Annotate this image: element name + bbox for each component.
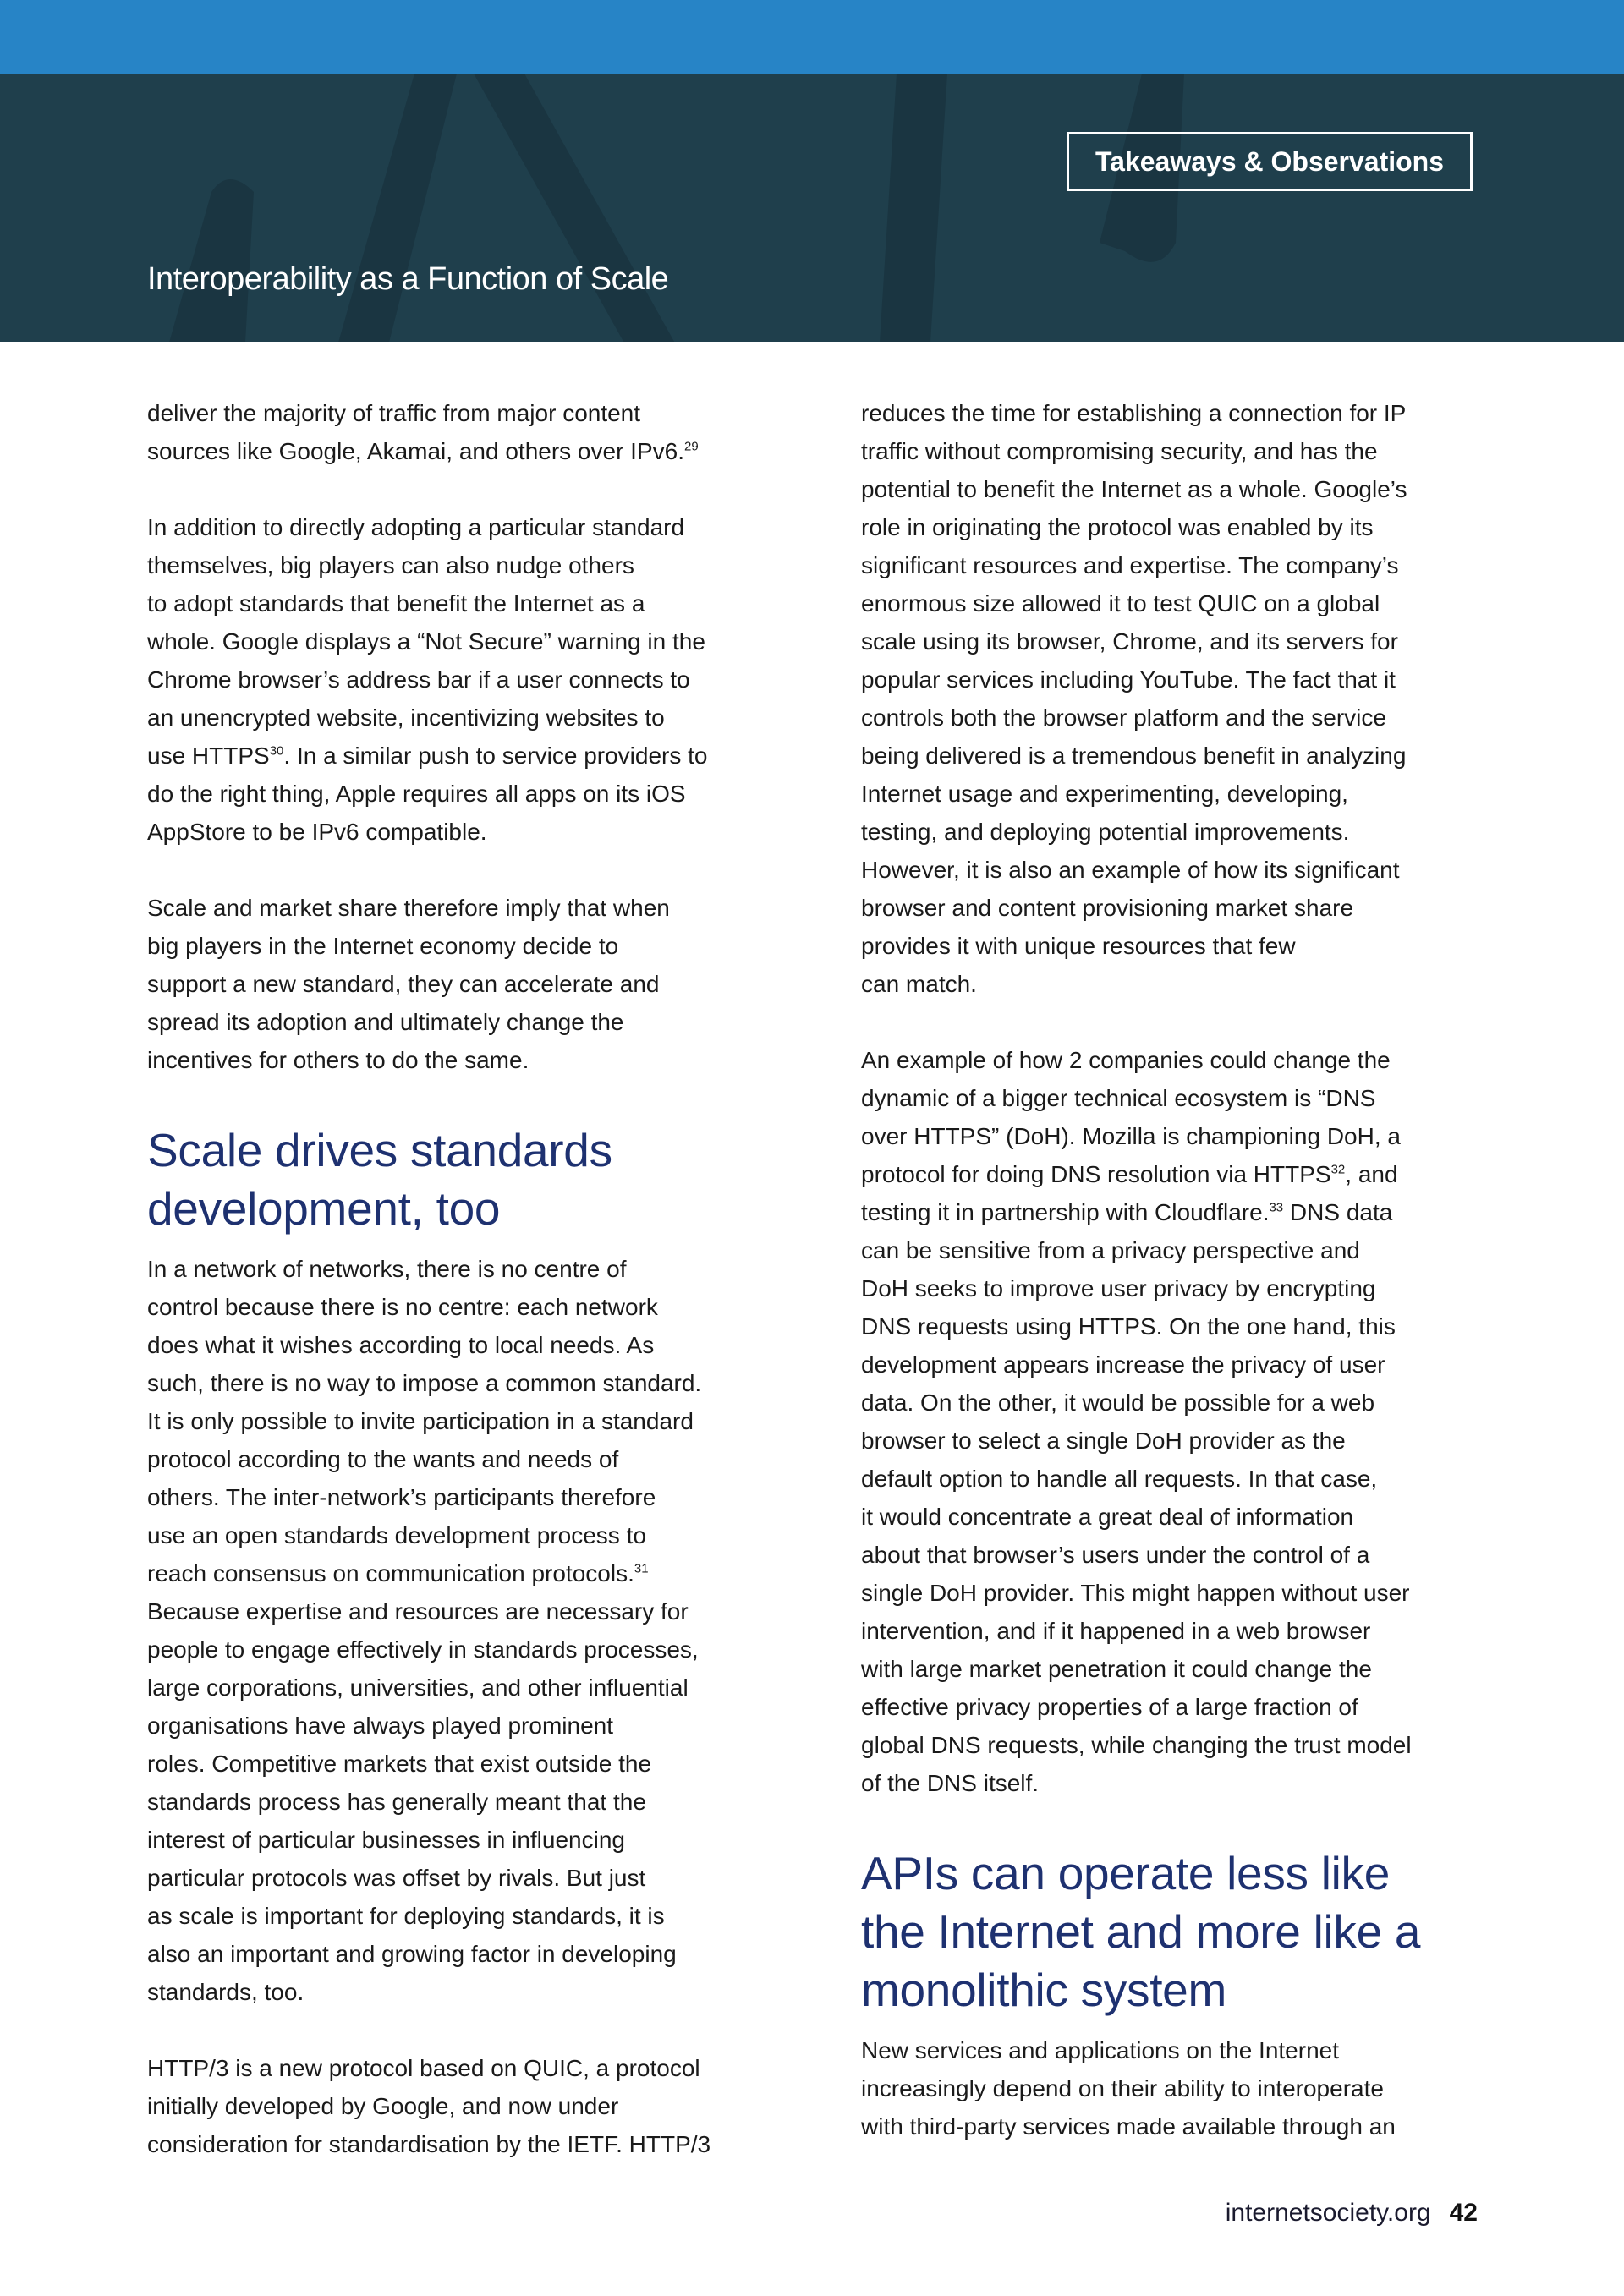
line-text: global DNS requests, while changing the trust model (861, 1732, 1412, 1758)
line-text: to adopt standards that benefit the Internet as a (147, 590, 645, 616)
line-text: themselves, big players can also nudge others (147, 552, 634, 578)
text-line (147, 1783, 790, 1821)
text-line (147, 546, 790, 584)
line-text: significant resources and expertise. The company’s (861, 552, 1399, 578)
line-text: initially developed by Google, and now under (147, 2093, 619, 2119)
text-line (147, 1402, 790, 1440)
text-line (147, 1003, 790, 1041)
text-line (861, 508, 1504, 546)
line-text: data. On the other, it would be possible for a web (861, 1389, 1375, 1416)
line-text: DNS requests using HTTPS. On the one hand, this (861, 1313, 1396, 1340)
line-text: over HTTPS” (DoH). Mozilla is championing DoH, a (861, 1123, 1401, 1149)
line-text: controls both the browser platform and the service (861, 704, 1386, 731)
line-text: support a new standard, they can accelerate and (147, 971, 660, 997)
right-column (861, 394, 1504, 2184)
text-line (147, 1859, 790, 1897)
paragraph (147, 2049, 790, 2163)
text-line (147, 1973, 790, 2011)
text-line (861, 470, 1504, 508)
line-text: potential to benefit the Internet as a whole. Google’s (861, 476, 1407, 502)
text-line (147, 1897, 790, 1935)
text-line (861, 1155, 1504, 1193)
section-heading (861, 1844, 1504, 2019)
line-text: DoH seeks to improve user privacy by encrypting (861, 1275, 1376, 1301)
paragraph (861, 394, 1504, 1003)
text-line (147, 1745, 790, 1783)
text-line (147, 1707, 790, 1745)
line-text: people to engage effectively in standards processes, (147, 1636, 699, 1663)
text-line (861, 775, 1504, 813)
text-line (147, 737, 790, 775)
line-text: increasingly depend on their ability to interoperate (861, 2075, 1384, 2101)
paragraph (147, 889, 790, 1079)
line-text: However, it is also an example of how its significant (861, 857, 1400, 883)
line-text: standards, too. (147, 1979, 304, 2005)
line-text: about that browser’s users under the control of a (861, 1542, 1370, 1568)
line-text: Scale and market share therefore imply that when (147, 895, 670, 921)
line-text: use an open standards development process to (147, 1522, 646, 1548)
line-text: large corporations, universities, and other influential (147, 1674, 689, 1701)
text-line (861, 1688, 1504, 1726)
text-line (147, 660, 790, 699)
text-line (147, 1630, 790, 1669)
line-text: testing, and deploying potential improvements. (861, 819, 1350, 845)
text-line (147, 432, 790, 470)
top-color-bar (0, 0, 1624, 74)
text-line (861, 1193, 1504, 1231)
footnote-ref: 33 (1269, 1200, 1284, 1215)
line-text: Chrome browser’s address bar if a user connects to (147, 666, 690, 693)
text-line (147, 1326, 790, 1364)
line-text: do the right thing, Apple requires all apps on its iOS (147, 781, 686, 807)
text-line (861, 813, 1504, 851)
text-line (861, 1345, 1504, 1384)
line-text-after: DNS data (1283, 1199, 1393, 1225)
text-line (861, 1574, 1504, 1612)
line-text: an unencrypted website, incentivizing websites to (147, 704, 665, 731)
line-text: browser and content provisioning market share (861, 895, 1354, 921)
text-line (861, 1460, 1504, 1498)
paragraph (147, 394, 790, 470)
section-banner (0, 74, 1624, 342)
text-line (861, 1726, 1504, 1764)
text-line (861, 1117, 1504, 1155)
line-text: big players in the Internet economy decide to (147, 933, 619, 959)
text-line (861, 1079, 1504, 1117)
line-text: Because expertise and resources are necessary for (147, 1598, 689, 1625)
line-text: enormous size allowed it to test QUIC on a global (861, 590, 1380, 616)
text-line (861, 1269, 1504, 1307)
text-line (861, 622, 1504, 660)
line-text: use HTTPS (147, 743, 270, 769)
text-line (147, 699, 790, 737)
line-text: In a network of networks, there is no centre of (147, 1256, 627, 1282)
line-text: AppStore to be IPv6 compatible. (147, 819, 487, 845)
text-line (147, 927, 790, 965)
text-line (861, 432, 1504, 470)
text-line (861, 2031, 1504, 2069)
text-line (861, 699, 1504, 737)
line-text: can match. (861, 971, 977, 997)
text-line (861, 394, 1504, 432)
line-text: also an important and growing factor in developing (147, 1941, 677, 1967)
paragraph (147, 1250, 790, 2011)
text-line (147, 508, 790, 546)
text-line (147, 584, 790, 622)
heading-line: Scale drives standards (147, 1124, 612, 1176)
line-text: Internet usage and experimenting, developing, (861, 781, 1348, 807)
line-text: It is only possible to invite participation in a standard (147, 1408, 694, 1434)
line-text-after: , and (1345, 1161, 1398, 1187)
text-line (861, 1041, 1504, 1079)
line-text: dynamic of a bigger technical ecosystem is “DNS (861, 1085, 1376, 1111)
text-line (861, 2107, 1504, 2145)
text-line (147, 1250, 790, 1288)
line-text: standards process has generally meant that the (147, 1789, 646, 1815)
line-text: others. The inter-network’s participants therefore (147, 1484, 656, 1510)
line-text: An example of how 2 companies could change the (861, 1047, 1391, 1073)
line-text: consideration for standardisation by the IETF. HTTP/3 (147, 2131, 711, 2157)
text-line (861, 1498, 1504, 1536)
line-text: with large market penetration it could change the (861, 1656, 1372, 1682)
text-line (147, 394, 790, 432)
text-line (147, 1935, 790, 1973)
takeaways-tag-label: Takeaways & Observations (1095, 145, 1445, 177)
line-text: control because there is no centre: each network (147, 1294, 658, 1320)
line-text: whole. Google displays a “Not Secure” warning in the (147, 628, 705, 655)
text-line (147, 1669, 790, 1707)
line-text: it would concentrate a great deal of information (861, 1504, 1354, 1530)
line-text: popular services including YouTube. The fact that it (861, 666, 1396, 693)
text-line (861, 927, 1504, 965)
line-text: spread its adoption and ultimately change the (147, 1009, 624, 1035)
section-title: Interoperability as a Function of Scale (147, 261, 669, 297)
banner-logo-watermark (0, 74, 1624, 342)
text-line (861, 1612, 1504, 1650)
line-text: protocol for doing DNS resolution via HTTPS (861, 1161, 1331, 1187)
line-text: being delivered is a tremendous benefit in analyzing (861, 743, 1407, 769)
text-line (147, 2087, 790, 2125)
text-line (861, 737, 1504, 775)
text-line (147, 813, 790, 851)
text-line (861, 1422, 1504, 1460)
text-line (861, 546, 1504, 584)
text-line (147, 1440, 790, 1478)
line-text: testing it in partnership with Cloudflare. (861, 1199, 1270, 1225)
paragraph (861, 2031, 1504, 2145)
line-text: deliver the majority of traffic from major content (147, 400, 641, 426)
line-text: can be sensitive from a privacy perspective and (861, 1237, 1360, 1263)
text-line (147, 1554, 790, 1592)
line-text: single DoH provider. This might happen without user (861, 1580, 1410, 1606)
section-heading (147, 1121, 790, 1238)
line-text: browser to select a single DoH provider as the (861, 1427, 1346, 1454)
line-text: scale using its browser, Chrome, and its servers for (861, 628, 1398, 655)
line-text: such, there is no way to impose a common standard. (147, 1370, 702, 1396)
footnote-ref: 29 (684, 439, 699, 454)
text-line (147, 1478, 790, 1516)
text-line (861, 1231, 1504, 1269)
text-line (861, 1384, 1504, 1422)
line-text: interest of particular businesses in influencing (147, 1827, 625, 1853)
line-text: of the DNS itself. (861, 1770, 1040, 1796)
text-line (861, 1536, 1504, 1574)
line-text: In addition to directly adopting a particular standard (147, 514, 685, 540)
takeaways-tag (1067, 132, 1473, 191)
text-line (147, 1592, 790, 1630)
text-line (147, 1821, 790, 1859)
line-text: role in originating the protocol was enabled by its (861, 514, 1374, 540)
line-text: default option to handle all requests. In that case, (861, 1466, 1378, 1492)
text-line (147, 1516, 790, 1554)
text-line (147, 1364, 790, 1402)
line-text: incentives for others to do the same. (147, 1047, 529, 1073)
text-line (147, 775, 790, 813)
line-text: reach consensus on communication protocols. (147, 1560, 634, 1586)
line-text: as scale is important for deploying standards, it is (147, 1903, 665, 1929)
line-text: protocol according to the wants and needs of (147, 1446, 619, 1472)
heading-line: monolithic system (861, 1964, 1226, 2016)
paragraph (147, 508, 790, 851)
text-line (147, 1288, 790, 1326)
line-text: reduces the time for establishing a connection for IP (861, 400, 1407, 426)
footnote-ref: 30 (269, 743, 284, 759)
text-line (147, 1041, 790, 1079)
footnote-ref: 32 (1330, 1162, 1346, 1177)
line-text: traffic without compromising security, and has the (861, 438, 1378, 464)
line-text: provides it with unique resources that few (861, 933, 1296, 959)
line-text: development appears increase the privacy of user (861, 1351, 1385, 1378)
text-line (861, 1307, 1504, 1345)
line-text: roles. Competitive markets that exist outside the (147, 1751, 652, 1777)
heading-line: APIs can operate less like (861, 1847, 1391, 1899)
line-text: does what it wishes according to local needs. As (147, 1332, 655, 1358)
line-text: HTTP/3 is a new protocol based on QUIC, a protocol (147, 2055, 700, 2081)
text-line (861, 2069, 1504, 2107)
line-text: sources like Google, Akamai, and others over IPv6. (147, 438, 684, 464)
line-text: organisations have always played prominent (147, 1712, 613, 1739)
line-text-after: . In a similar push to service providers to (283, 743, 708, 769)
left-column (147, 394, 790, 2201)
text-line (147, 2125, 790, 2163)
text-line (861, 851, 1504, 889)
paragraph (861, 1041, 1504, 1802)
text-line (147, 965, 790, 1003)
text-line (861, 889, 1504, 927)
heading-line: the Internet and more like a (861, 1905, 1421, 1958)
line-text: New services and applications on the Internet (861, 2037, 1339, 2063)
heading-line: development, too (147, 1182, 501, 1235)
text-line (147, 889, 790, 927)
text-line (861, 660, 1504, 699)
text-line (861, 1650, 1504, 1688)
page-footer (1226, 2199, 1478, 2228)
line-text: particular protocols was offset by rivals. But just (147, 1865, 646, 1891)
line-text: with third-party services made available through an (861, 2113, 1396, 2140)
text-line (861, 584, 1504, 622)
line-text: effective privacy properties of a large fraction of (861, 1694, 1358, 1720)
text-line (147, 622, 790, 660)
footer-site: internetsociety.org (1225, 2199, 1431, 2227)
text-line (861, 965, 1504, 1003)
page-number: 42 (1449, 2199, 1478, 2227)
text-line (147, 2049, 790, 2087)
text-line (861, 1764, 1504, 1802)
footnote-ref: 31 (634, 1561, 649, 1576)
line-text: intervention, and if it happened in a web browser (861, 1618, 1371, 1644)
